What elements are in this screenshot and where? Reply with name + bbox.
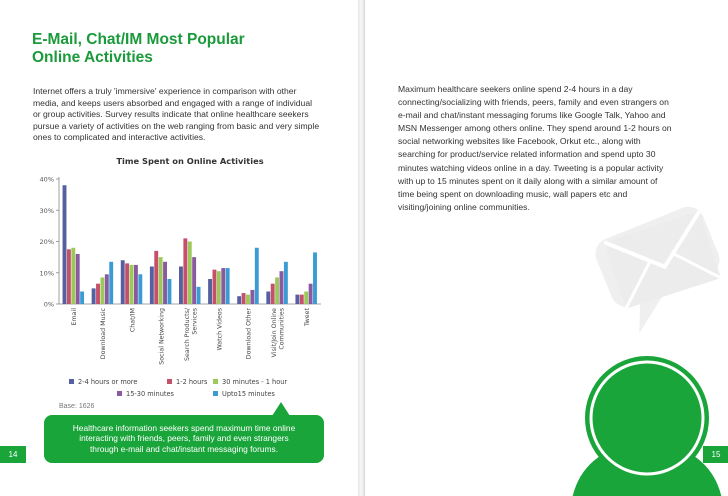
legend-label: 15-30 minutes <box>126 390 174 398</box>
x-tick-label: Download Other <box>245 308 253 360</box>
bar <box>295 295 299 304</box>
y-tick-label: 40% <box>39 175 54 184</box>
bar <box>130 265 134 304</box>
y-tick-label: 20% <box>39 238 54 246</box>
body-paragraph <box>398 83 703 214</box>
x-tick-label: Tweet <box>303 308 311 327</box>
bar <box>266 292 270 305</box>
bar <box>154 251 158 304</box>
y-tick-label: 30% <box>39 206 54 215</box>
x-tick-label: Watch Videos <box>216 308 224 351</box>
page-number-left: 14 <box>0 446 26 463</box>
bar-chart <box>0 0 358 405</box>
bar <box>242 293 246 304</box>
bar <box>109 262 113 304</box>
legend-swatch <box>117 391 122 396</box>
bar <box>226 268 230 304</box>
person-icon <box>570 356 724 496</box>
y-tick-label: 0% <box>43 300 54 309</box>
bar <box>313 252 317 304</box>
legend-label: Upto15 minutes <box>222 390 275 398</box>
bar <box>309 284 313 304</box>
x-tick-label: Search Products/ <box>183 308 191 361</box>
decorative-illustration <box>365 0 728 496</box>
bar <box>150 267 154 305</box>
body-line: searching for product/service related information and spend upto 30 <box>398 149 656 160</box>
bar <box>67 249 71 304</box>
x-tick-label: Communities <box>278 308 286 350</box>
body-line: with up to 15 minutes spent on it daily along with a similar amount of <box>398 175 658 186</box>
body-line: time being spent on downloading music, wall papers etc and <box>398 188 628 199</box>
bar <box>221 268 225 304</box>
x-tick-label: Chat/IM <box>129 308 137 333</box>
bar <box>213 270 217 304</box>
body-line: social networking websites like Facebook, Orkut etc., along with <box>398 136 641 147</box>
bar <box>188 242 192 305</box>
bar <box>280 271 284 304</box>
base-label: Base: 1626 <box>59 403 95 410</box>
intro-line: Internet offers a truly 'immersive' experience in comparison with other <box>33 86 297 96</box>
bar <box>80 292 84 305</box>
bar <box>76 254 80 304</box>
legend-label: 30 minutes - 1 hour <box>222 378 288 386</box>
bar <box>197 287 201 304</box>
legend-swatch <box>213 391 218 396</box>
body-line: MSN Messenger among others online. They spend around 1-2 hours on <box>398 123 672 134</box>
legend-label: 1-2 hours <box>176 378 208 386</box>
bar <box>208 279 212 304</box>
intro-line: or group activities. Survey results indicate that online healthcare seekers <box>33 109 309 120</box>
body-line: Maximum healthcare seekers online spend 2-4 hours in a day <box>398 84 633 94</box>
x-tick-label: Social Networking <box>158 308 166 365</box>
bar <box>121 260 125 304</box>
legend-swatch <box>69 379 74 384</box>
x-tick-label: Email <box>71 308 79 326</box>
body-line: e-mail and chat/instant messaging forums like Google Talk, Yahoo and <box>398 110 666 121</box>
bar <box>100 277 104 304</box>
y-tick-label: 10% <box>39 269 54 278</box>
bar <box>96 284 100 304</box>
left-page <box>0 0 359 496</box>
x-tick-label: Download Music <box>100 308 108 360</box>
chart-title: Time Spent on Online Activities <box>116 156 264 166</box>
bar <box>217 271 221 304</box>
bar <box>138 274 142 304</box>
bar <box>250 290 254 304</box>
bar <box>192 257 196 304</box>
bar <box>183 238 187 304</box>
callout-line: through e-mail and chat/instant messaging forums. <box>89 443 279 454</box>
bar <box>92 288 96 304</box>
bar <box>134 265 138 304</box>
bar <box>159 257 163 304</box>
bar <box>163 262 167 304</box>
intro-line: media, and keeps users absorbed and engaged with a range of individual <box>33 97 313 108</box>
bar <box>63 185 67 304</box>
callout-text <box>44 423 324 454</box>
x-tick-label: Services <box>191 308 199 335</box>
bar <box>167 279 171 304</box>
x-tick-label: Visit/Join Online <box>271 308 279 358</box>
legend-label: 2-4 hours or more <box>78 378 138 386</box>
page-number-right: 15 <box>703 446 728 463</box>
bar <box>255 248 259 304</box>
body-line: connecting/socializing with friends, peers, family and even strangers on <box>398 97 669 108</box>
bar <box>125 263 129 304</box>
bar <box>71 248 75 304</box>
intro-line: ones to complicated and interactive activities. <box>33 132 206 143</box>
bar <box>271 284 275 304</box>
page-title-line: Online Activities <box>32 49 153 66</box>
envelope-icon <box>604 211 721 308</box>
callout-box <box>44 415 324 463</box>
bar <box>275 277 279 304</box>
callout-pointer <box>272 402 290 416</box>
legend-swatch <box>213 379 218 384</box>
intro-line: pursue a variety of activities on the web ranging from basic and very simple <box>33 120 320 131</box>
page-title-line: E-Mail, Chat/IM Most Popular <box>32 31 245 48</box>
bar <box>105 274 109 304</box>
legend-swatch <box>167 379 172 384</box>
bar <box>304 292 308 305</box>
bar <box>246 295 250 304</box>
right-page <box>364 0 728 496</box>
callout-line: Healthcare information seekers spend maximum time online <box>72 423 296 433</box>
body-line: minutes watching videos online in a day. Tweeting is a popular activity <box>398 162 664 173</box>
bar <box>237 296 241 304</box>
callout-line: interacting with friends, peers, family and even strangers <box>79 433 289 444</box>
body-line: visiting/joining online communities. <box>398 201 530 212</box>
bar <box>300 295 304 304</box>
bar <box>179 267 183 305</box>
bar <box>284 262 288 304</box>
